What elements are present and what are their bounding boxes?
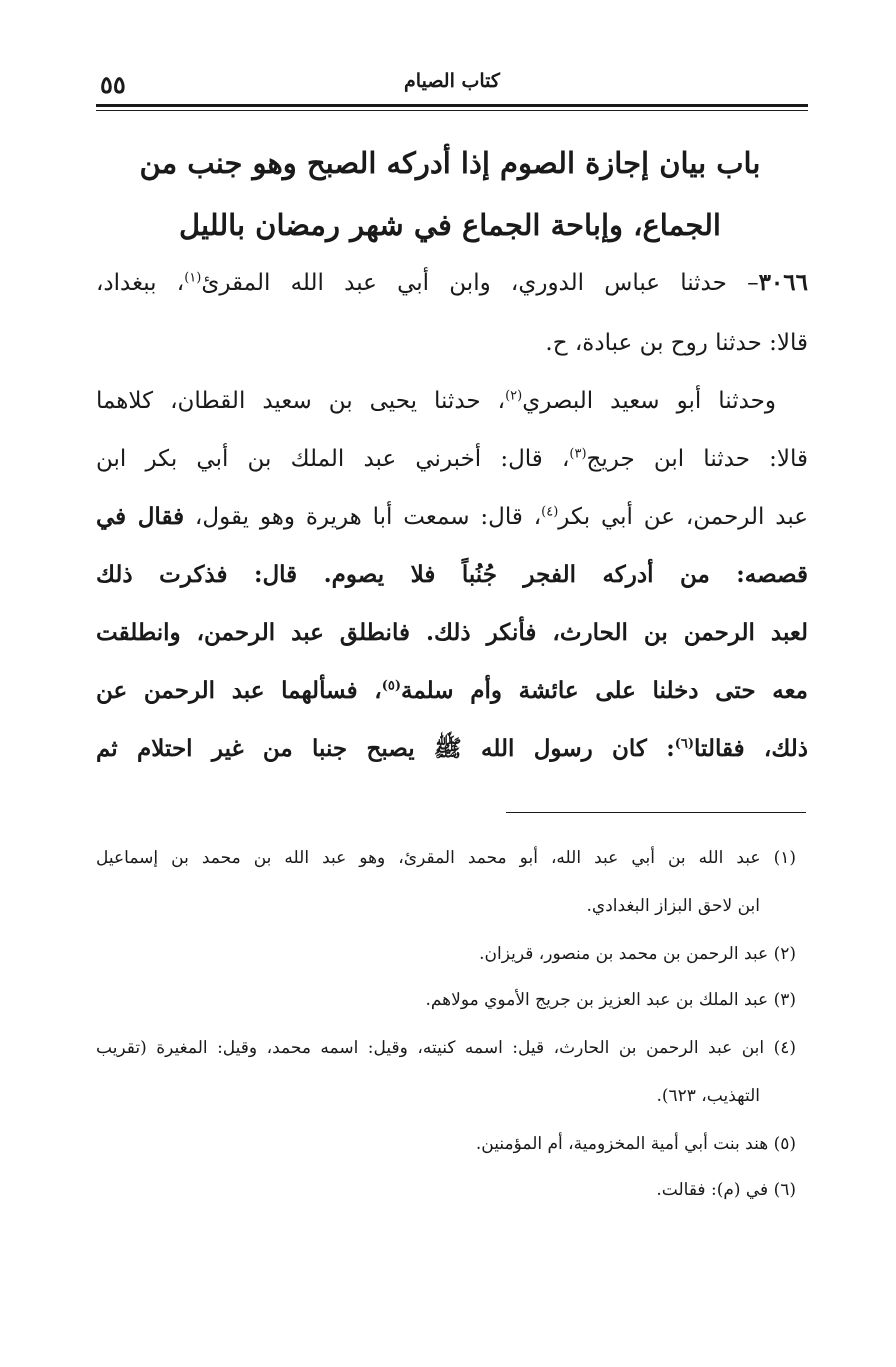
text-segment: – حدثنا عباس الدوري، وابن أبي عبد الله المقرئ bbox=[201, 270, 759, 296]
hadith-number: ٣٠٦٦ bbox=[758, 269, 808, 296]
footnote-1-continued: ابن لاحق البزاز البغدادي. bbox=[586, 896, 760, 916]
text-segment: قالا: حدثنا ابن جريج bbox=[586, 446, 808, 472]
footnote-4-continued: التهذيب، ٦٢٣). bbox=[656, 1086, 760, 1106]
text-segment: ، قال: سمعت أبا هريرة وهو يقول، bbox=[184, 504, 542, 530]
text-segment: وحدثنا أبو سعيد البصري bbox=[522, 388, 776, 414]
hadith-line-9 bbox=[96, 720, 808, 778]
running-title: كتاب الصيام bbox=[404, 70, 500, 92]
hadith-line-6: قصصه: من أدركه الفجر جُنُباً فلا يصوم. قال: فذكرت ذلك bbox=[96, 561, 808, 588]
text-segment: عبد الرحمن، عن أبي بكر bbox=[558, 504, 808, 530]
footnote-3: (٣) عبد الملك بن عبد العزيز بن جريج الأموي مولاهم. bbox=[425, 990, 796, 1010]
footnote-2: (٢) عبد الرحمن بن محمد بن منصور، قريزان. bbox=[479, 944, 796, 964]
footnote-ref-2: (٢) bbox=[505, 388, 523, 404]
chapter-title-line-1: باب بيان إجازة الصوم إذا أدركه الصبح وهو جنب من bbox=[139, 146, 761, 180]
text-segment: معه حتى دخلنا على عائشة وأم سلمة bbox=[401, 677, 808, 704]
chapter-title-line-2: الجماع، وإباحة الجماع في شهر رمضان بالليل bbox=[179, 208, 721, 242]
footnote-ref-1: (١) bbox=[184, 270, 202, 286]
footnote-ref-5: (٥) bbox=[381, 678, 402, 694]
footnote-5: (٥) هند بنت أبي أمية المخزومية، أم المؤمنين. bbox=[475, 1134, 796, 1154]
page-header bbox=[96, 60, 808, 104]
hadith-line-5 bbox=[96, 488, 808, 546]
hadith-line-1 bbox=[96, 254, 808, 312]
footnote-4: (٤) ابن عبد الرحمن بن الحارث، قيل: اسمه كنيته، وقيل: اسمه محمد، وقيل: المغيرة (تقريب bbox=[96, 1038, 796, 1058]
header-rule-thick bbox=[96, 104, 808, 107]
footnote-separator bbox=[506, 812, 806, 813]
hadith-line-4 bbox=[96, 430, 808, 488]
footnote-ref-6: (٦) bbox=[674, 736, 694, 752]
text-segment: ، حدثنا يحيى بن سعيد القطان، كلاهما bbox=[96, 388, 506, 414]
text-segment: ، فسألهما عبد الرحمن عن bbox=[96, 677, 382, 704]
footnote-1: (١) عبد الله بن أبي عبد الله، أبو محمد المقرئ، وهو عبد الله بن محمد بن إسماعيل bbox=[96, 848, 796, 868]
hadith-line-7: لعبد الرحمن بن الحارث، فأنكر ذلك. فانطلق عبد الرحمن، وانطلقت bbox=[96, 619, 808, 646]
text-segment: ، ببغداد، bbox=[96, 270, 185, 296]
text-segment: : كان رسول الله ﷺ يصبح جنبا من غير احتلام ثم bbox=[96, 735, 675, 762]
footnote-ref-4: (٤) bbox=[541, 504, 559, 520]
text-segment: فقال في bbox=[96, 503, 185, 530]
page-number: ٥٥ bbox=[100, 70, 126, 99]
hadith-line-8 bbox=[96, 662, 808, 720]
footnote-6: (٦) في (م): فقالت. bbox=[656, 1180, 796, 1200]
hadith-line-3 bbox=[96, 372, 776, 430]
hadith-line-2: قالا: حدثنا روح بن عبادة، ح. bbox=[545, 330, 808, 356]
text-segment: ذلك، فقالتا bbox=[694, 735, 808, 762]
text-segment: ، قال: أخبرني عبد الملك بن أبي بكر ابن bbox=[96, 446, 570, 472]
footnote-ref-3: (٣) bbox=[569, 446, 587, 462]
header-rule-thin bbox=[96, 110, 808, 111]
